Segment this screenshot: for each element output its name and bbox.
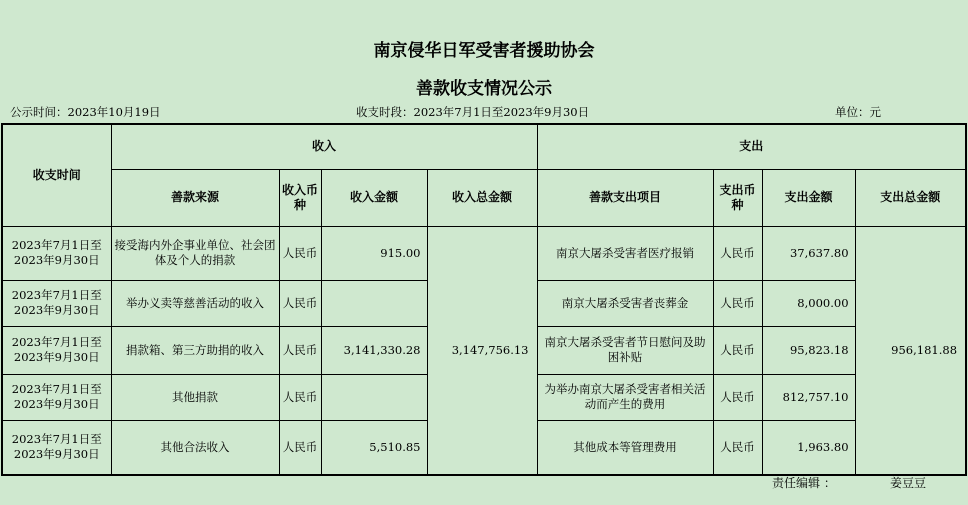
- header-income-total: 收入总金额: [427, 169, 537, 226]
- row-out-amount: 812,757.10: [762, 374, 855, 420]
- header-expense-item: 善款支出项目: [537, 169, 713, 226]
- row-time: 2023年7月1日至2023年9月30日: [2, 226, 111, 280]
- row-item: 南京大屠杀受害者丧葬金: [537, 280, 713, 326]
- income-total: 3,147,756.13: [427, 226, 537, 475]
- finance-table: [1, 123, 967, 476]
- row-in-currency: 人民币: [279, 280, 321, 326]
- header-expense: 支出: [537, 124, 966, 169]
- row-item: 其他成本等管理费用: [537, 420, 713, 475]
- header-time: 收支时间: [2, 124, 111, 226]
- row-out-amount: 95,823.18: [762, 326, 855, 374]
- header-expense-total: 支出总金额: [855, 169, 966, 226]
- row-time: 2023年7月1日至2023年9月30日: [2, 420, 111, 475]
- row-time: 2023年7月1日至2023年9月30日: [2, 374, 111, 420]
- row-in-currency: 人民币: [279, 326, 321, 374]
- row-in-amount: 915.00: [321, 226, 427, 280]
- row-item: 南京大屠杀受害者节日慰问及助困补贴: [537, 326, 713, 374]
- header-income-currency: 收入币种: [279, 169, 321, 226]
- row-out-currency: 人民币: [713, 374, 762, 420]
- header-expense-amount: 支出金额: [762, 169, 855, 226]
- table-row: [2, 226, 966, 280]
- row-source: 接受海内外企事业单位、社会团体及个人的捐款: [111, 226, 279, 280]
- expense-total: 956,181.88: [855, 226, 966, 475]
- row-source: 其他捐款: [111, 374, 279, 420]
- row-out-amount: 37,637.80: [762, 226, 855, 280]
- row-in-currency: 人民币: [279, 226, 321, 280]
- page-subtitle: 善款收支情况公示: [416, 79, 552, 99]
- row-out-currency: 人民币: [713, 420, 762, 475]
- org-title: 南京侵华日军受害者援助协会: [373, 41, 595, 61]
- row-item: 为举办南京大屠杀受害者相关活动而产生的费用: [537, 374, 713, 420]
- unit-label: 单位：元: [835, 105, 881, 119]
- row-out-amount: 1,963.80: [762, 420, 855, 475]
- row-in-currency: 人民币: [279, 374, 321, 420]
- row-in-amount: [321, 374, 427, 420]
- row-out-amount: 8,000.00: [762, 280, 855, 326]
- row-in-currency: 人民币: [279, 420, 321, 475]
- row-time: 2023年7月1日至2023年9月30日: [2, 326, 111, 374]
- row-in-amount: 3,141,330.28: [321, 326, 427, 374]
- header-income-source: 善款来源: [111, 169, 279, 226]
- row-source: 捐款箱、第三方助捐的收入: [111, 326, 279, 374]
- publish-time: 公示时间：2023年10月19日: [10, 105, 161, 119]
- row-source: 举办义卖等慈善活动的收入: [111, 280, 279, 326]
- header-income: 收入: [111, 124, 537, 169]
- row-out-currency: 人民币: [713, 226, 762, 280]
- editor-name: 姜豆豆: [890, 476, 927, 490]
- period: 收支时段：2023年7月1日至2023年9月30日: [356, 105, 590, 119]
- row-time: 2023年7月1日至2023年9月30日: [2, 280, 111, 326]
- row-out-currency: 人民币: [713, 326, 762, 374]
- editor-label: 责任编辑 ：: [772, 476, 836, 490]
- header-income-amount: 收入金额: [321, 169, 427, 226]
- row-in-amount: 5,510.85: [321, 420, 427, 475]
- row-item: 南京大屠杀受害者医疗报销: [537, 226, 713, 280]
- row-in-amount: [321, 280, 427, 326]
- header-expense-currency: 支出币种: [713, 169, 762, 226]
- row-out-currency: 人民币: [713, 280, 762, 326]
- row-source: 其他合法收入: [111, 420, 279, 475]
